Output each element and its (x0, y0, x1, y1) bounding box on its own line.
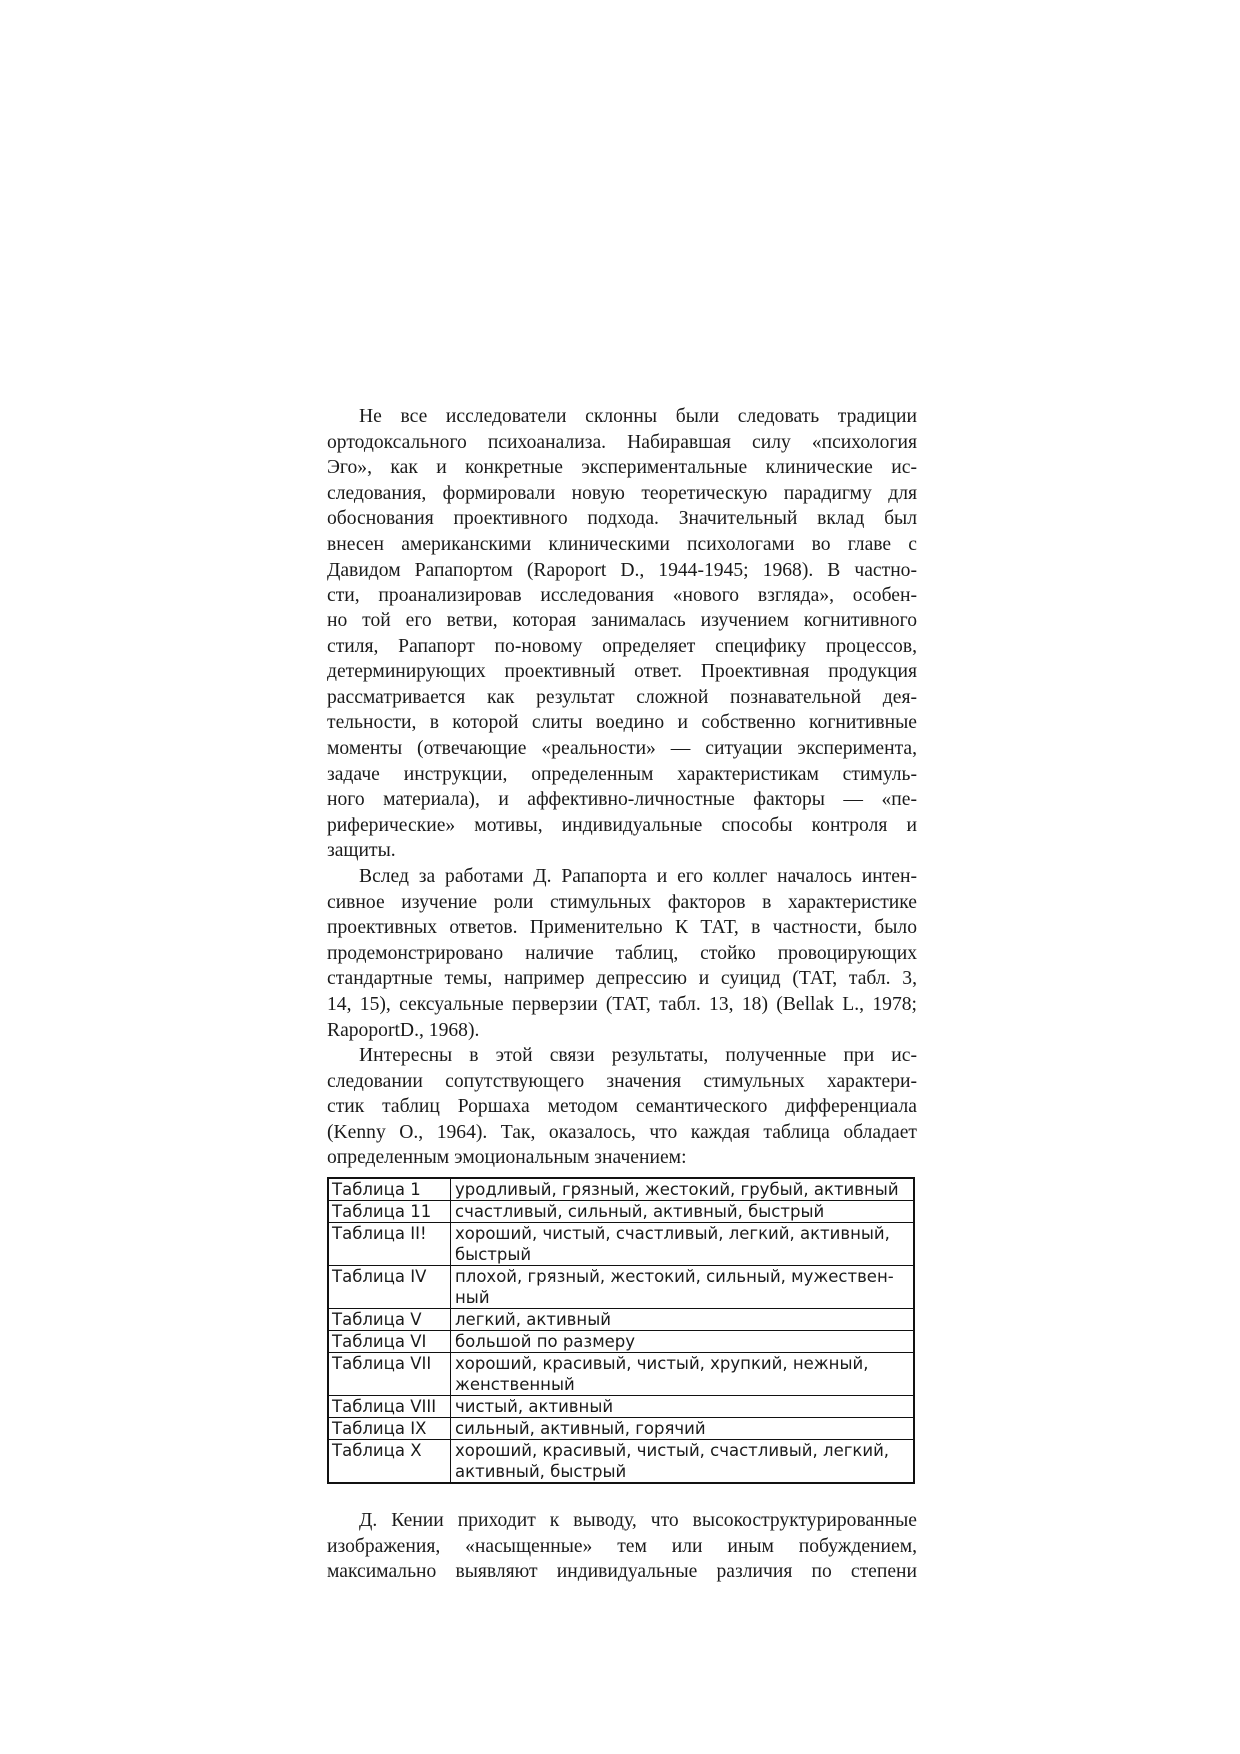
table-adjectives-cell (451, 1331, 915, 1353)
text-line: продемонстрировано наличие таблиц, стойко провоцирующих (327, 942, 917, 964)
table-row (328, 1178, 914, 1201)
table-name-cell: Таблица 1 (328, 1178, 451, 1201)
text-line: стандартные темы, например депрессию и суицид (ТАТ, табл. 3, (327, 968, 917, 990)
text-line: задаче инструкции, определенным характеристикам стимуль- (327, 763, 917, 785)
text-line: стик таблиц Роршаха методом семантического дифференциала (327, 1096, 917, 1118)
table-name-cell: Таблица VI (328, 1331, 451, 1353)
cell-line: легкий, активный (455, 1310, 611, 1329)
text-line: сти, проанализировав исследования «нового взгляда», особен- (327, 585, 917, 607)
text-line: Интересны в этой связи результаты, полученные при ис- (359, 1045, 917, 1067)
cell-line: уродливый, грязный, жестокий, грубый, активный (455, 1180, 899, 1199)
table-row (328, 1309, 914, 1331)
cell-line: хороший, чистый, счастливый, легкий, активный, (455, 1224, 890, 1243)
table-adjectives-cell (451, 1178, 915, 1201)
text-line: сивное изучение роли стимульных факторов в характеристике (327, 891, 917, 913)
table-name-cell: Таблица 11 (328, 1201, 451, 1223)
table-row (328, 1201, 914, 1223)
paragraph-1 (327, 404, 917, 609)
table-adjectives-cell (451, 1201, 915, 1223)
text-line: Эго», как и конкретные экспериментальные клинические ис- (327, 457, 917, 479)
text-line: детерминирующих проективный ответ. Проективная продукция (327, 661, 917, 683)
text-line: 14, 15), сексуальные перверзии (ТАТ, табл. 13, 18) (Bellak L., 1978; (327, 993, 917, 1015)
table-name-cell: Таблица IV (328, 1266, 451, 1309)
text-line: определенным эмоциональным значением: (327, 1147, 687, 1169)
cell-line: ный (455, 1288, 490, 1307)
table-name-cell: Таблица VIII (328, 1396, 451, 1418)
cell-line: хороший, красивый, чистый, хрупкий, нежный, (455, 1354, 869, 1373)
table-row (328, 1440, 914, 1484)
paragraph-1-continued (327, 608, 917, 1171)
text-line: моменты (отвечающие «реальности» — ситуации эксперимента, (327, 737, 917, 759)
table-row (328, 1353, 914, 1396)
cell-line: активный, быстрый (455, 1462, 627, 1481)
text-line: тельности, в которой слиты воедино и собственно когнитивные (327, 712, 917, 734)
rorschach-table (327, 1177, 915, 1484)
text-line: следования, формировали новую теоретическую парадигму для (327, 482, 917, 504)
table-adjectives-cell (451, 1223, 915, 1266)
table-body (328, 1178, 914, 1483)
text-line: следовании сопутствующего значения стимульных характери- (327, 1070, 917, 1092)
table-adjectives-cell (451, 1266, 915, 1309)
text-line: Д. Кении приходит к выводу, что высокоструктурированные (359, 1510, 917, 1531)
table-name-cell: Таблица X (328, 1440, 451, 1484)
text-line: рассматривается как результат сложной познавательной дея- (327, 686, 917, 708)
text-line: стиля, Рапапорт по-новому определяет специфику процессов, (327, 635, 917, 657)
cell-line: счастливый, сильный, активный, быстрый (455, 1202, 825, 1221)
table-name-cell: Таблица IX (328, 1418, 451, 1440)
text-line: ортодоксального психоанализа. Набиравшая силу «психология (327, 431, 917, 453)
cell-line: хороший, красивый, чистый, счастливый, легкий, (455, 1441, 890, 1460)
table-adjectives-cell (451, 1396, 915, 1418)
table-name-cell: Таблица V (328, 1309, 451, 1331)
text-line: внесен американскими клиническими психологами во главе с (327, 533, 917, 555)
text-line: обоснования проективного подхода. Значительный вклад был (327, 508, 917, 530)
text-line: риферические» мотивы, индивидуальные способы контроля и (327, 814, 917, 836)
text-line: ного материала), и аффективно-личностные факторы — «пе- (327, 789, 917, 811)
cell-line: сильный, активный, горячий (455, 1419, 706, 1438)
table-name-cell: Таблица VII (328, 1353, 451, 1396)
table-adjectives-cell (451, 1353, 915, 1396)
text-line: Давидом Рапапортом (Rapoport D., 1944-1945; 1968). В частно- (327, 559, 917, 581)
table-adjectives-cell (451, 1418, 915, 1440)
table-row (328, 1396, 914, 1418)
text-line: изображения, «насыщенные» тем или иным побуждением, (327, 1535, 917, 1557)
table-adjectives-cell (451, 1440, 915, 1484)
text-line: RapoportD., 1968). (327, 1019, 480, 1041)
table-adjectives-cell (451, 1309, 915, 1331)
text-line: максимально выявляют индивидуальные различия по степени (327, 1561, 917, 1583)
cell-line: быстрый (455, 1245, 532, 1264)
text-line: но той его ветви, которая занималась изучением когнитивного (327, 610, 917, 631)
cell-line: чистый, активный (455, 1397, 614, 1416)
table-row (328, 1418, 914, 1440)
table-row (328, 1331, 914, 1353)
cell-line: плохой, грязный, жестокий, сильный, мужествен- (455, 1267, 894, 1286)
table-name-cell: Таблица II! (328, 1223, 451, 1266)
cell-line: женственный (455, 1375, 575, 1394)
table-row (328, 1223, 914, 1266)
text-line: защиты. (327, 840, 396, 862)
text-line: проективных ответов. Применительно К ТАТ, в частности, было (327, 917, 917, 939)
text-line: (Kenny O., 1964). Так, оказалось, что каждая таблица обладает (327, 1121, 917, 1143)
paragraph-final (327, 1508, 917, 1585)
table-row (328, 1266, 914, 1309)
text-line: Вслед за работами Д. Рапапорта и его коллег началось интен- (359, 865, 917, 887)
cell-line: большой по размеру (455, 1332, 636, 1351)
text-line: Не все исследователи склонны были следовать традиции (359, 406, 917, 427)
